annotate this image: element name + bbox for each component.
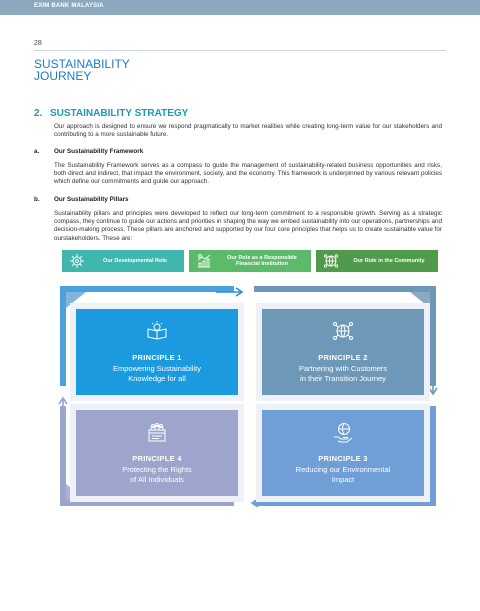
principle-4-line-1: Protecting the Rights bbox=[122, 465, 192, 474]
role-developmental-label: Our Developmental Role bbox=[103, 257, 167, 264]
principle-4-card bbox=[70, 404, 244, 502]
principle-4-line-2: of All Individuals bbox=[130, 475, 184, 484]
principle-1-line-2: Knowledge for all bbox=[128, 374, 186, 383]
book-lightbulb-icon bbox=[146, 320, 168, 347]
heading-number: 2. bbox=[34, 108, 43, 119]
brand-name: EXIM BANK MALAYSIA bbox=[34, 3, 104, 9]
community-icon bbox=[316, 253, 346, 269]
hand-leaf-icon bbox=[332, 421, 354, 448]
role-financial-institution bbox=[189, 250, 311, 272]
subsection-a-letter: a. bbox=[34, 148, 40, 155]
principle-1-title: PRINCIPLE 1 bbox=[132, 353, 182, 362]
development-icon bbox=[62, 253, 92, 269]
principle-4-title: PRINCIPLE 4 bbox=[132, 454, 182, 463]
subsection-b-letter: b. bbox=[34, 196, 40, 203]
section-title bbox=[34, 58, 130, 82]
framework-paragraph: The Sustainability Framework serves as a compass to guide the management of sustainability-related business opportunities and risks, both direct and indirect, that impact the environment, society, and the economy. This framework is underpinned by various relevant policies which define our commitments and guide our approach. bbox=[54, 162, 442, 186]
intro-paragraph: Our approach is designed to ensure we respond pragmatically to market realities while creating long-term value for our stakeholders and contributing to a more sustainable future. bbox=[54, 123, 442, 139]
role-developmental bbox=[62, 250, 184, 272]
principle-1-card bbox=[70, 303, 244, 401]
principle-1-line-1: Empowering Sustainability bbox=[113, 364, 201, 373]
role-financial-label-line-2: Financial Institution bbox=[236, 261, 288, 267]
globe-network-icon bbox=[332, 320, 354, 347]
principle-2-description bbox=[299, 364, 387, 384]
principle-1-description bbox=[113, 364, 201, 384]
header-divider bbox=[34, 50, 446, 51]
page-number: 28 bbox=[34, 40, 42, 47]
principle-2-title: PRINCIPLE 2 bbox=[318, 353, 368, 362]
header-bar bbox=[0, 0, 480, 15]
role-financial-label bbox=[219, 255, 311, 268]
principle-3-line-2: Impact bbox=[331, 475, 355, 484]
subsection-a-title bbox=[34, 148, 143, 155]
subsection-b-title bbox=[34, 196, 129, 203]
role-financial-label-line-1: Our Role as a Responsible bbox=[227, 254, 297, 261]
section-title-line-2: JOURNEY bbox=[34, 69, 92, 83]
subsection-a-title-text: Our Sustainability Framework bbox=[54, 148, 144, 155]
section-title-line-1: SUSTAINABILITY bbox=[34, 57, 130, 71]
principle-2-line-1: Partnering with Customers bbox=[298, 364, 388, 373]
principle-3-title: PRINCIPLE 3 bbox=[318, 454, 368, 463]
heading bbox=[34, 108, 188, 119]
role-community bbox=[316, 250, 438, 272]
principle-3-line-1: Reducing our Environmental bbox=[295, 465, 391, 474]
principle-3-description bbox=[296, 465, 391, 485]
finance-chart-icon bbox=[189, 253, 219, 269]
principle-3-card bbox=[256, 404, 430, 502]
people-rights-icon bbox=[146, 421, 168, 448]
role-community-label: Our Role in the Community bbox=[353, 257, 425, 264]
subsection-b-title-text: Our Sustainability Pillars bbox=[54, 196, 129, 203]
principle-2-card bbox=[256, 303, 430, 401]
heading-text: SUSTAINABILITY STRATEGY bbox=[50, 108, 189, 119]
principle-4-description bbox=[122, 465, 192, 485]
principle-2-line-2: in their Transition Journey bbox=[300, 374, 386, 383]
pillars-paragraph: Sustainability pillars and principles were developed to reflect our long-term commitment to a responsible growth. Serving as a strategic compass, they continue to guide our actions and priorities in shaping the way we embed sustainability into our operations, partnerships and decision-making process. These pillars are anchored and supported by our four core principles that helps us to create sustainable value for ourstakeholders. These are: bbox=[54, 210, 442, 242]
